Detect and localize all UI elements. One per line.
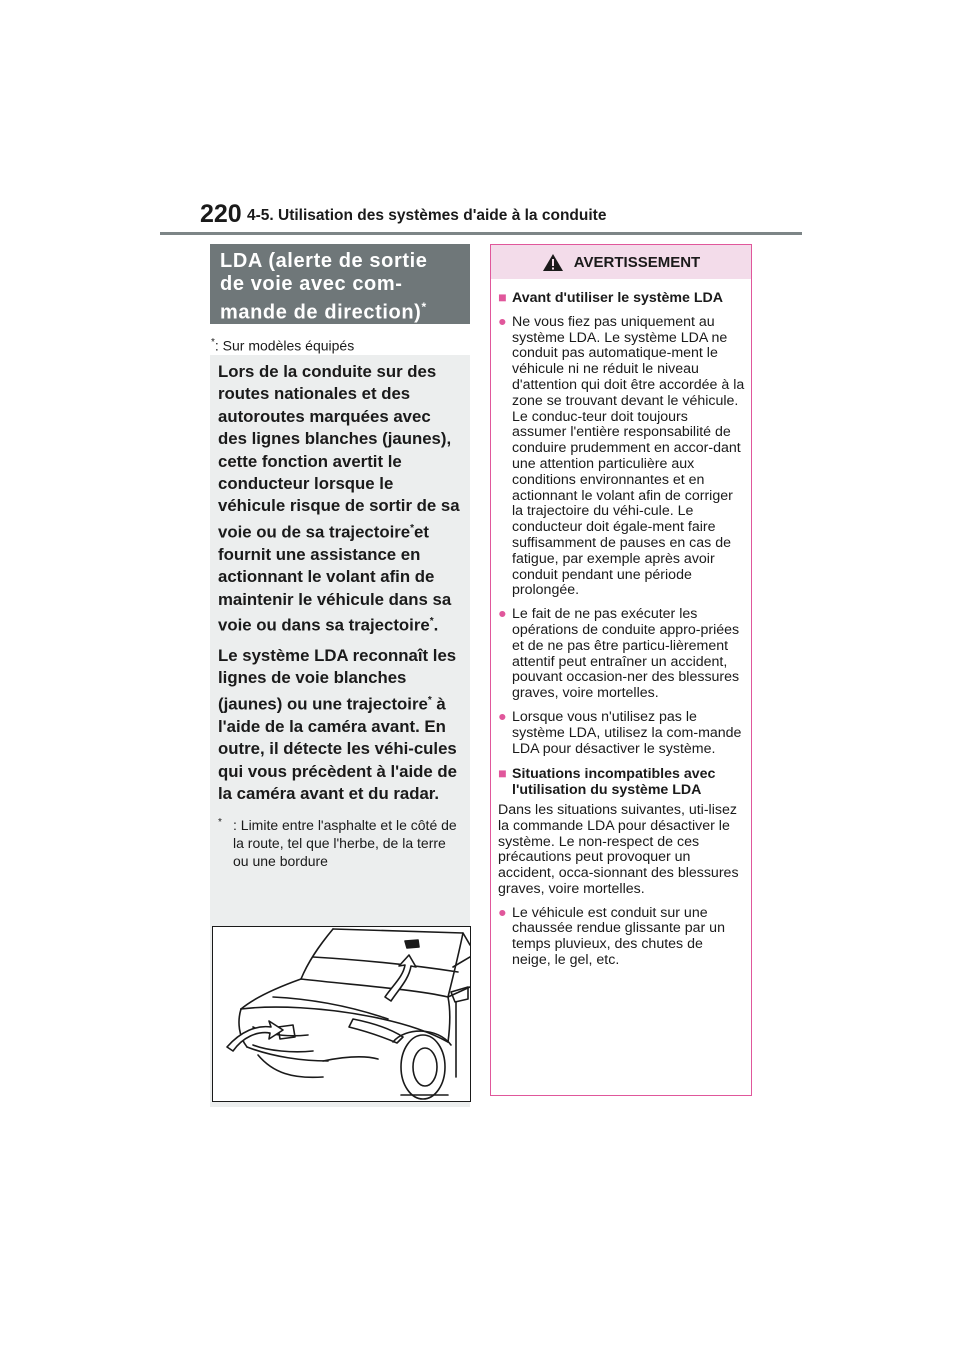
- warning-header: [491, 245, 751, 279]
- page-number: 220: [200, 200, 242, 228]
- title-star: *: [421, 300, 427, 314]
- footnote-text: : Limite entre l'asphalte et le côté de la route, tel que l'herbe, de la terre ou une bordure: [233, 817, 457, 870]
- section-title-line3: [220, 296, 460, 325]
- warning-bullet-3: [498, 710, 745, 757]
- circle-bullet-icon: ●: [498, 708, 507, 725]
- model-note-text: : Sur modèles équipés: [214, 337, 355, 354]
- section-title: [210, 244, 470, 324]
- warning-subheading-2: [498, 767, 745, 799]
- info-p1-part2: et fournit une assistance en actionnant le volant afin de maintenir le véhicule dans sa voie ou dans sa trajectoire: [218, 522, 452, 635]
- circle-bullet-icon: ●: [498, 904, 507, 921]
- car-drawing: [213, 927, 470, 1101]
- header-rule: [160, 232, 802, 235]
- warning-bullet-1-text: Ne vous fiez pas uniquement au système LDA. Le système LDA ne conduit pas automatique-ment le véhicule ni ne réduit le niveau d'attention qui doit être accordée à la zone se trouvant devant le véhicule. Le conduc-teur doit toujours assumer l'entière responsabilité de conduire prudemment en accor-dant une attention particulière aux conditions environnantes et en actionnant le volant afin de corriger la trajectoire du véhi-cule. Le conducteur doit égale-ment faire suffisamment de pauses en cas de fatigue, par exemple après avoir conduit pendant une période prolongée.: [512, 313, 745, 599]
- info-p2-star: *: [427, 694, 432, 706]
- circle-bullet-icon: ●: [498, 606, 507, 623]
- section-title-line3-text: mande de direction): [220, 301, 422, 324]
- warning-bullet-1: [498, 315, 745, 599]
- warning-subheading-1: [498, 291, 745, 307]
- warning-paragraph: Dans les situations suivantes, uti-lisez la commande LDA pour désactiver le système. Le non-respect de ces précautions peut provoquer un accident, occa-sionnant des blessures graves, voire mortelles.: [498, 801, 739, 897]
- warning-bullet-3-text: Lorsque vous n'utilisez pas le système LDA, utilisez la com-mande LDA pour désactiver le système.: [512, 708, 742, 757]
- info-p2-part2: à l'aide de la caméra avant. En outre, il détecte les véhi-cules qui vous précèdent à l'aide de la caméra avant et du radar.: [218, 694, 457, 804]
- info-paragraph-2: [218, 645, 460, 805]
- warning-bullet-2: [498, 607, 745, 702]
- footnote: [218, 814, 460, 871]
- warning-triangle-icon: [542, 253, 564, 272]
- square-bullet-icon: ■: [498, 290, 507, 306]
- info-paragraph-1: [218, 361, 460, 637]
- info-p2-part1: Le système LDA reconnaît les lignes de voie blanches (jaunes) ou une trajectoire: [218, 646, 457, 714]
- info-p1-part1: Lors de la conduite sur des routes nationales et des autoroutes marquées avec des lignes blanches (jaunes), cette fonction avertit le conducteur lorsque le véhicule risque de sortir de sa voie ou de sa trajectoire: [218, 362, 460, 542]
- info-p1-star2: *: [429, 616, 434, 628]
- circle-bullet-icon: ●: [498, 313, 507, 330]
- section-title-line2: de voie avec com-: [220, 273, 403, 295]
- warning-body: [491, 279, 751, 969]
- warning-subheading-2-text: Situations incompatibles avec l'utilisation du système LDA: [512, 766, 716, 799]
- info-p1-part3: .: [433, 615, 439, 635]
- info-p1-star1: *: [410, 522, 415, 534]
- footnote-star: *: [218, 816, 222, 828]
- warning-box: [490, 244, 752, 1096]
- car-illustration: [212, 926, 471, 1102]
- model-note: [211, 337, 354, 354]
- warning-bullet-2-text: Le fait de ne pas exécuter les opérations de conduite appro-priées et de ne pas être particu-lièrement attentif peut entraîner un accident, pouvant occasion-ner des blessures graves, voire mortelles.: [512, 606, 740, 702]
- warning-bullet-4-text: Le véhicule est conduit sur une chaussée rendue glissante par un temps pluvieux, des chutes de neige, le gel, etc.: [512, 904, 725, 969]
- square-bullet-icon: ■: [498, 766, 507, 783]
- running-head: 4-5. Utilisation des systèmes d'aide à la conduite: [247, 207, 607, 224]
- warning-subheading-1-text: Avant d'utiliser le système LDA: [512, 290, 723, 306]
- warning-bullet-4: [498, 906, 745, 969]
- section-title-line1: LDA (alerte de sortie: [220, 250, 428, 272]
- model-note-star: *: [211, 337, 215, 348]
- warning-title: AVERTISSEMENT: [573, 253, 701, 271]
